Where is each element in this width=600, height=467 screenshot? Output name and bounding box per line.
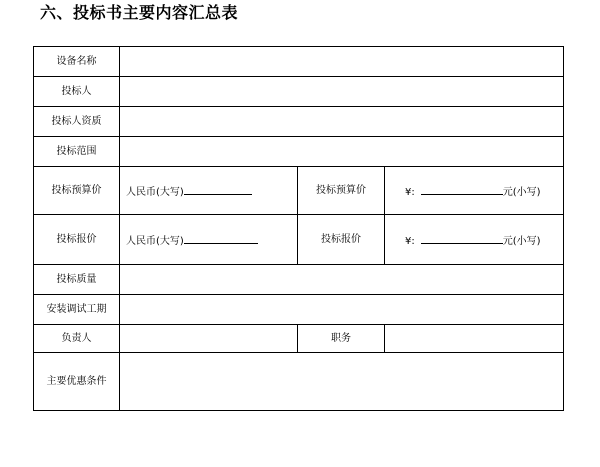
- equipment-name-label: 设备名称: [34, 47, 120, 77]
- table-row: [34, 137, 564, 167]
- bid-budget-currency-mark: ¥:: [405, 186, 415, 198]
- position-label: 职务: [298, 325, 385, 353]
- table-row: [34, 77, 564, 107]
- table-row: [34, 167, 564, 215]
- bid-scope-label: 投标范围: [34, 137, 120, 167]
- bid-summary-table: [33, 46, 564, 411]
- installation-period-label: 安装调试工期: [34, 295, 120, 325]
- table-row: [34, 353, 564, 411]
- table-row: [34, 47, 564, 77]
- responsible-person-value[interactable]: [120, 325, 298, 353]
- preferential-terms-value[interactable]: [120, 353, 564, 411]
- bid-budget-label-right: 投标预算价: [298, 167, 385, 215]
- table-row: [34, 107, 564, 137]
- bid-scope-value[interactable]: [120, 137, 564, 167]
- bid-budget-rmb-cell[interactable]: [120, 167, 298, 215]
- position-value[interactable]: [385, 325, 564, 353]
- installation-period-value[interactable]: [120, 295, 564, 325]
- bid-quote-amount-suffix: 元(小写): [502, 235, 541, 247]
- bid-budget-rmb-text: 人民币(大写): [126, 186, 184, 198]
- bid-budget-rmb-blank[interactable]: [184, 183, 252, 195]
- bid-budget-amount-blank[interactable]: [421, 183, 503, 195]
- preferential-terms-label: 主要优惠条件: [34, 353, 120, 411]
- responsible-person-label: 负责人: [34, 325, 120, 353]
- bid-quote-label: 投标报价: [34, 215, 120, 265]
- document-title: 六、投标书主要内容汇总表: [40, 3, 239, 22]
- table-row: [34, 215, 564, 265]
- bid-budget-amount-cell[interactable]: [385, 167, 564, 215]
- table-row: [34, 265, 564, 295]
- equipment-name-value[interactable]: [120, 47, 564, 77]
- bid-quote-currency-mark: ¥:: [405, 235, 415, 247]
- bid-quality-value[interactable]: [120, 265, 564, 295]
- bid-quote-amount-cell[interactable]: [385, 215, 564, 265]
- bid-quote-label-right: 投标报价: [298, 215, 385, 265]
- bid-quality-label: 投标质量: [34, 265, 120, 295]
- bidder-qualification-value[interactable]: [120, 107, 564, 137]
- bidder-value[interactable]: [120, 77, 564, 107]
- bid-quote-rmb-text: 人民币(大写): [126, 235, 184, 247]
- bidder-qualification-label: 投标人资质: [34, 107, 120, 137]
- bid-quote-rmb-blank[interactable]: [184, 232, 258, 244]
- bid-budget-amount-suffix: 元(小写): [502, 186, 541, 198]
- bid-quote-rmb-cell[interactable]: [120, 215, 298, 265]
- bidder-label: 投标人: [34, 77, 120, 107]
- bid-quote-amount-blank[interactable]: [421, 232, 503, 244]
- bid-budget-label: 投标预算价: [34, 167, 120, 215]
- table-row: [34, 295, 564, 325]
- table-row: [34, 325, 564, 353]
